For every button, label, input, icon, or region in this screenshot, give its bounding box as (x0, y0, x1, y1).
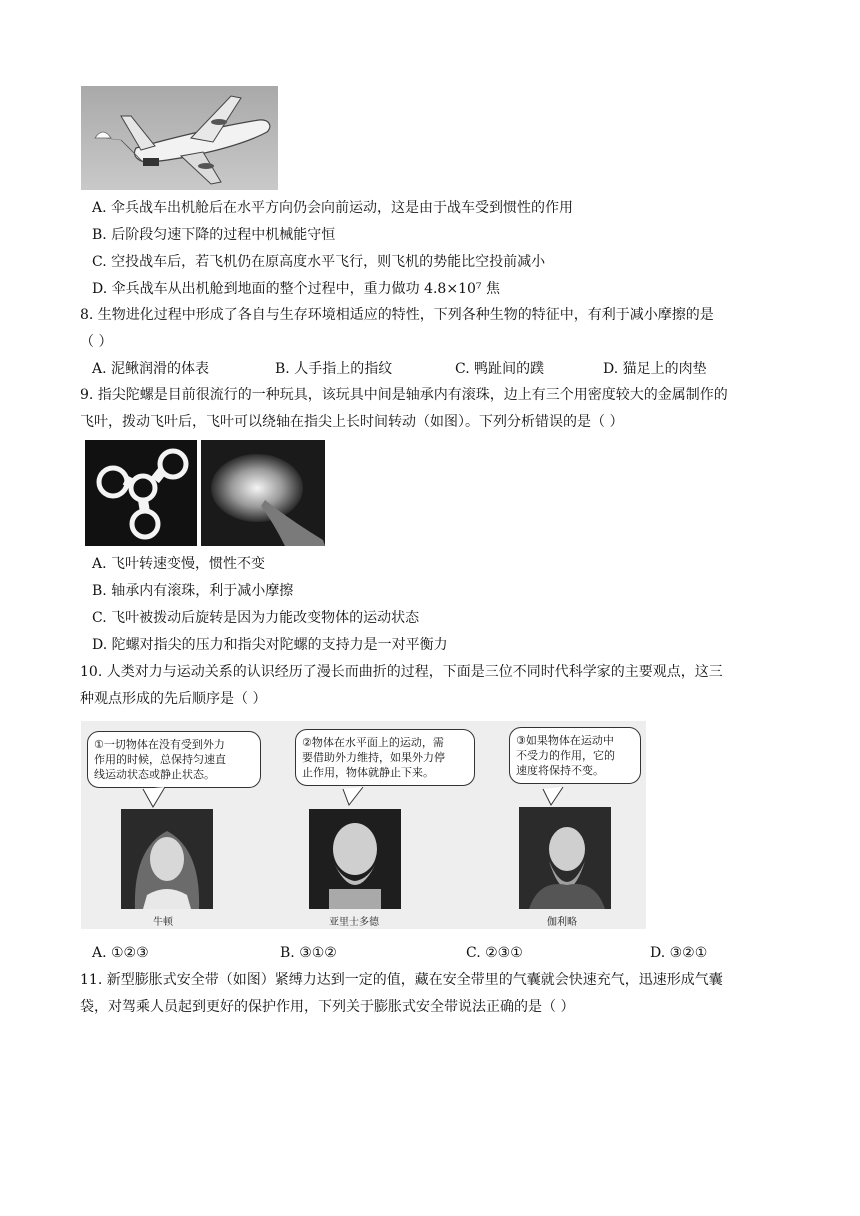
bubble-2-line-1: ②物体在水平面上的运动，需 (302, 736, 444, 749)
aristotle-portrait (309, 809, 401, 909)
q8-stem-line2: （ ） (80, 334, 113, 350)
q11-stem-line1: 11. 新型膨胀式安全带（如图）紧缚力达到一定的值，藏在安全带里的气囊就会快速充气，迅速形成气囊 (80, 972, 723, 988)
q10-stem-line1: 10. 人类对力与运动关系的认识经历了漫长而曲折的过程，下面是三位不同时代科学家的主要观点，这三 (80, 664, 723, 680)
q10-stem-line2: 种观点形成的先后顺序是（ ） (80, 691, 267, 707)
bubble-3-line-3: 速度将保持不变。 (516, 764, 604, 777)
bubble-2-line-2: 要借助外力维持，如果外力停 (302, 751, 445, 764)
bubble-2-line-3: 止作用，物体就静止下来。 (302, 766, 434, 779)
newton-name: 牛顿 (153, 917, 173, 928)
q7-option-d: D. 伞兵战车从出机舱到地面的整个过程中，重力做功 4.8×10⁷ 焦 (92, 281, 500, 297)
q8-stem-line1: 8. 生物进化过程中形成了各自与生存环境相适应的特性，下列各种生物的特征中，有利于减小摩擦的是 (80, 307, 714, 323)
q8-option-c: C. 鸭趾间的蹼 (455, 361, 545, 377)
galileo-portrait (519, 807, 611, 909)
aristotle-name: 亚里士多德 (329, 917, 379, 928)
scientists-figure (81, 721, 646, 929)
bubble-3-line-1: ③如果物体在运动中 (516, 734, 614, 747)
q8-option-a: A. 泥鳅润滑的体表 (92, 361, 210, 377)
q8-options (0, 359, 860, 379)
q7-option-b: B. 后阶段匀速下降的过程中机械能守恒 (92, 227, 336, 243)
q11-stem-line2: 袋，对驾乘人员起到更好的保护作用，下列关于膨胀式安全带说法正确的是（ ） (80, 999, 575, 1015)
q10-option-a: A. ①②③ (92, 945, 149, 961)
q8-option-d: D. 猫足上的肉垫 (603, 361, 707, 377)
q7-option-a: A. 伞兵战车出机舱后在水平方向仍会向前运动，这是由于战车受到惯性的作用 (92, 200, 574, 216)
q10-option-b: B. ③①② (280, 945, 337, 961)
bubble-1-line-3: 线运动状态或静止状态。 (94, 768, 215, 781)
q7-option-c: C. 空投战车后，若飞机仍在原高度水平飞行，则飞机的势能比空投前减小 (92, 254, 546, 270)
bubble-3-line-2: 不受力的作用，它的 (516, 749, 615, 762)
q9-option-c: C. 飞叶被拨动后旋转是因为力能改变物体的运动状态 (92, 610, 420, 626)
q10-options (0, 943, 860, 963)
q10-option-c: C. ②③① (466, 945, 523, 961)
newton-portrait (121, 809, 213, 909)
q9-option-d: D. 陀螺对指尖的压力和指尖对陀螺的支持力是一对平衡力 (92, 637, 448, 653)
bubble-1-line-2: 作用的时候，总保持匀速直 (94, 753, 226, 766)
q9-option-a: A. 飞叶转速变慢，惯性不变 (92, 556, 266, 572)
galileo-name: 伽利略 (547, 917, 577, 928)
airplane-airdrop-photo (81, 86, 278, 190)
q8-option-b: B. 人手指上的指纹 (275, 361, 393, 377)
q9-stem-line2: 飞叶，拨动飞叶后，飞叶可以绕轴在指尖上长时间转动（如图）。下列分析错误的是（ ） (80, 414, 624, 430)
bubble-1-line-1: ①一切物体在没有受到外力 (94, 738, 225, 751)
q10-option-d: D. ③②① (650, 945, 708, 961)
q9-option-b: B. 轴承内有滚珠，利于减小摩擦 (92, 583, 294, 599)
fidget-spinner-photo (85, 440, 325, 546)
q9-stem-line1: 9. 指尖陀螺是目前很流行的一种玩具，该玩具中间是轴承内有滚珠，边上有三个用密度较大的金属制作的 (80, 387, 728, 403)
